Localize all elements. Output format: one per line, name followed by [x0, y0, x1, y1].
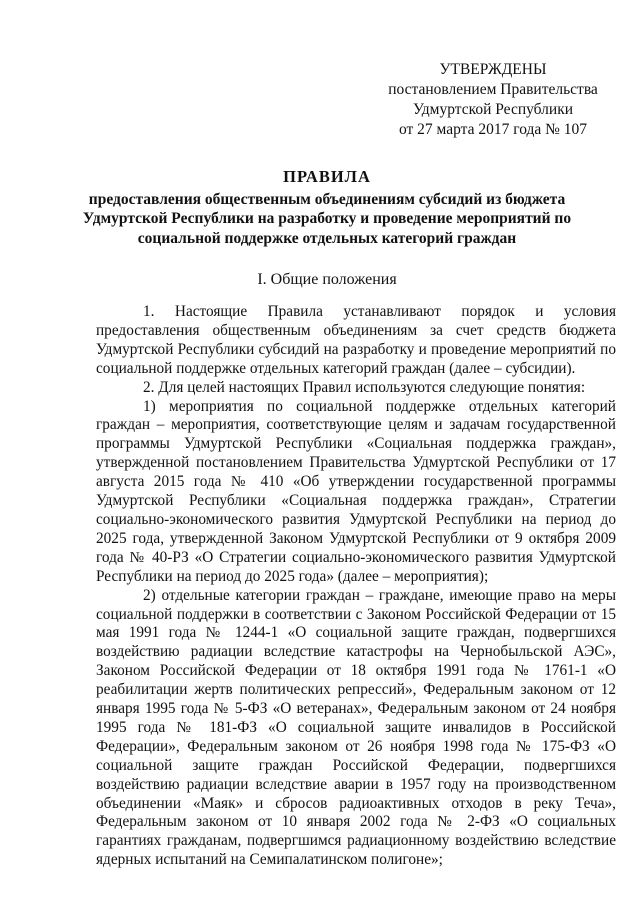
approval-stamp [388, 60, 598, 140]
paragraph: 1) мероприятия по социальной поддержке отдельных категорий граждан – мероприятия, соответствующие целям и задачам государственной программы Удмуртской Республики «Социальная поддержка граждан», утвержденной постановлением Правительства Удмуртской Республики от 17 августа 2015 года № 410 «Об утверждении государственной программы Удмуртской Республики «Социальная поддержка граждан», Стратегии социально-экономического развития Удмуртской Республики на период до 2025 года, утвержденной Законом Удмуртской Республики от 9 октября 2009 года № 40-РЗ «О Стратегии социально-экономического развития Удмуртской Республики на период до 2025 года» (далее – мероприятия); [96, 397, 616, 585]
approval-line: постановлением Правительства [388, 81, 598, 98]
title-main: ПРАВИЛА [283, 167, 371, 186]
approval-heading: УТВЕРЖДЕНЫ [439, 61, 547, 78]
paragraph: 1. Настоящие Правила устанавливают порядок и условия предоставления общественным объединениям за счет средств бюджета Удмуртской Республики субсидий на разработку и проведение мероприятий по социальной поддержке отдельных категорий граждан (далее – субсидии). [96, 303, 616, 377]
approval-line: Удмуртской Республики [412, 101, 574, 118]
paragraph: 2. Для целей настоящих Правил используются следующие понятия: [143, 378, 586, 396]
paragraph: 2) отдельные категории граждан – граждане, имеющие право на меры социальной поддержки в соответствии с Законом Российской Федерации от 15 мая 1991 года № 1244-1 «О социальной защите граждан, подвергшихся воздействию радиации вследствие катастрофы на Чернобыльской АЭС», Законом Российской Федерации от 18 октября 1991 года № 1761-1 «О реабилитации жертв политических репрессий», Федеральным законом от 12 января 1995 года № 5-ФЗ «О ветеранах», Федеральным законом от 24 ноября 1995 года № 181-ФЗ «О социальной защите инвалидов в Российской Федерации», Федеральным законом от 26 ноября 1998 года № 175-ФЗ «О социальной защите граждан Российской Федерации, подвергшихся воздействию радиации вследствие аварии в 1957 году на производственном объединении «Маяк» и сбросов радиоактивных отходов в реку Теча», Федеральным законом от 10 января 2002 года № 2-ФЗ «О социальных гарантиях гражданам, подвергшимся радиационному воздействию вследствие ядерных испытаний на Семипалатинском полигоне»; [96, 586, 616, 869]
title-subtitle: предоставления общественным объединениям субсидий из бюджета Удмуртской Республики на разработку и проведение мероприятий по социальной поддержке отдельных категорий граждан [82, 190, 572, 247]
section-heading: I. Общие положения [257, 271, 397, 288]
approval-date: от 27 марта 2017 года № 107 [398, 121, 588, 138]
document-body [96, 303, 616, 870]
document-title [60, 167, 594, 248]
